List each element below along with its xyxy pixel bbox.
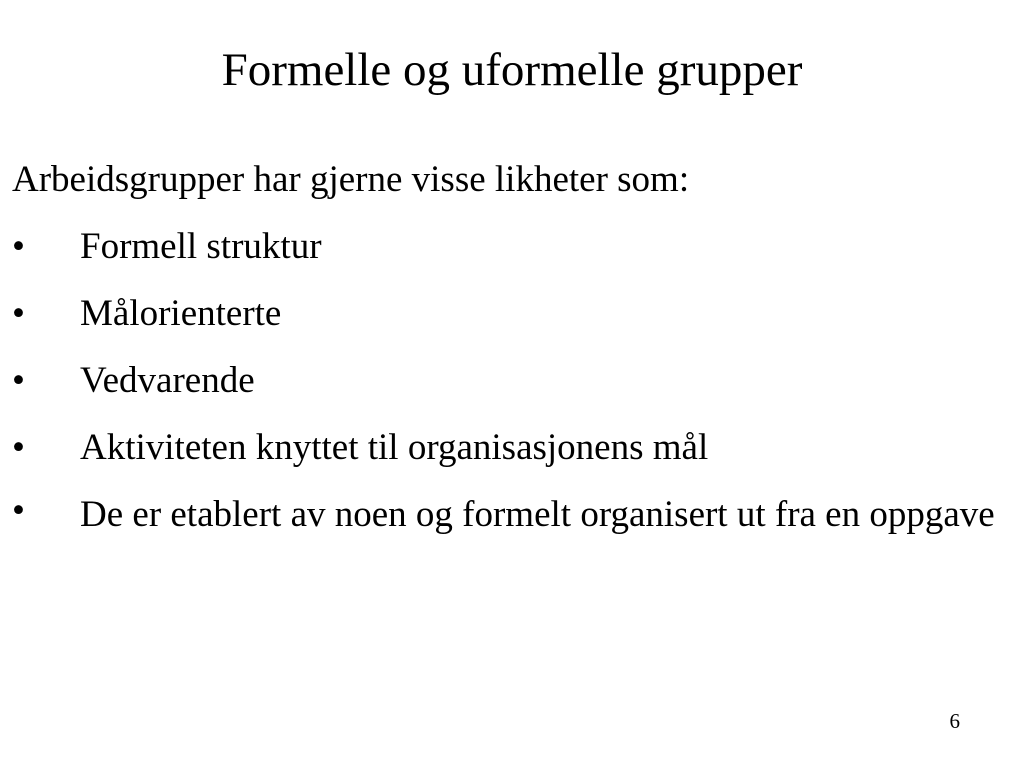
- list-item: [12, 420, 1002, 476]
- list-item-text: Aktiviteten knyttet til organisasjonens mål: [80, 427, 709, 468]
- list-item: [12, 219, 1002, 275]
- bullet-icon: •: [12, 293, 25, 334]
- bullet-icon: •: [12, 427, 25, 468]
- list-item-text: Målorienterte: [80, 293, 282, 334]
- bullet-icon: •: [12, 490, 25, 531]
- list-item-text: De er etablert av noen og formelt organisert ut fra en oppgave: [80, 494, 995, 535]
- bullet-icon: •: [12, 360, 25, 401]
- slide-title: Formelle og uformelle grupper: [221, 44, 803, 96]
- list-item: [12, 487, 1002, 539]
- intro-text: Arbeidsgrupper har gjerne visse likheter som:: [12, 159, 690, 200]
- list-item-text: Formell struktur: [80, 226, 322, 267]
- list-item-text: Vedvarende: [80, 360, 255, 401]
- list-item: [12, 286, 1002, 342]
- bullet-icon: •: [12, 226, 25, 267]
- bullet-list: [12, 219, 1002, 539]
- list-item: [12, 353, 1002, 409]
- slide-body: [12, 152, 1002, 550]
- page-number: 6: [949, 709, 960, 733]
